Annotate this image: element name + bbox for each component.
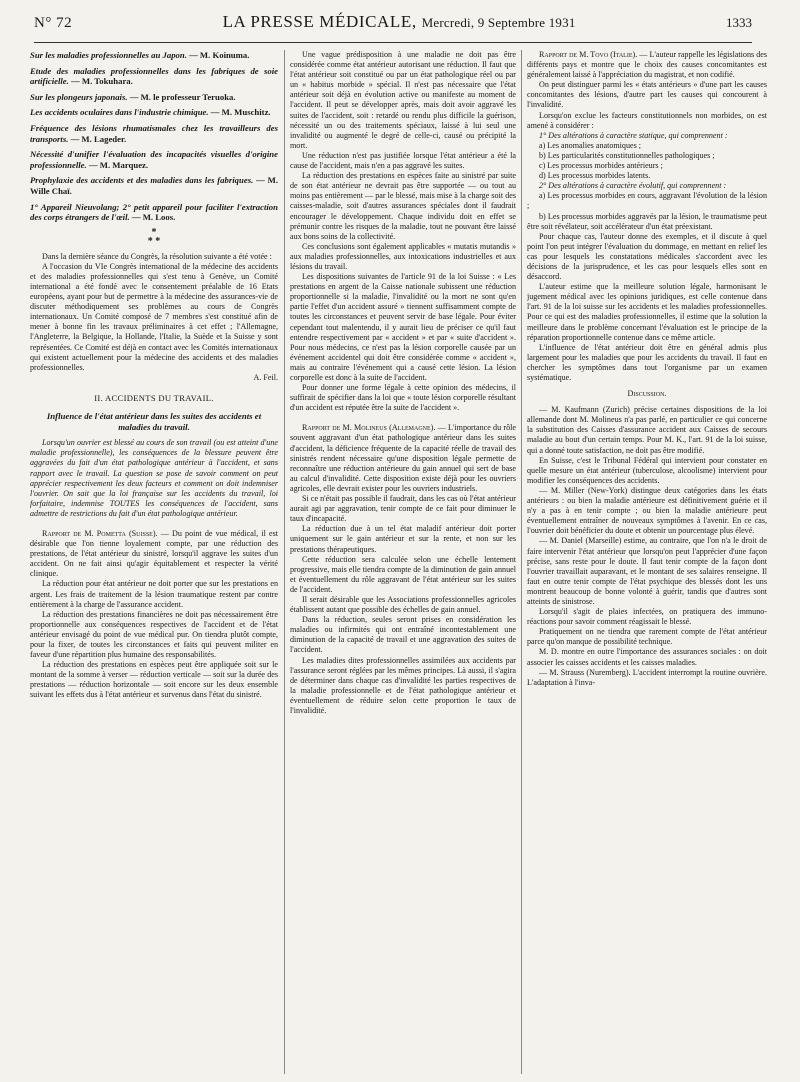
list-item: b) Les processus morbides aggravés par la lésion, le traumatisme peut être soit révélateur, soit accélérateur d'un état préexistant.: [527, 211, 767, 231]
section-stars: [30, 228, 278, 246]
paper-author: — M. Muschitz.: [210, 107, 271, 118]
column-2: [290, 50, 516, 1074]
paragraph: En Suisse, c'est le Tribunal Fédéral qui intervient pour constater en quelle mesure un état antérieur (tuberculose, alcoolisme) intervient pour modifier les conséquences des accidents.: [527, 455, 767, 485]
paragraph: Lorsqu'il s'agit de plaies infectées, on pratiquera des immuno-réactions pour savoir comment réagissait le blessé.: [527, 607, 767, 627]
paragraph: La réduction des prestations en espèces faite au sinistré par suite de son état antérieur ne devrait pas être supportée — ou tout au moins pas entièrement — par le blessé, mais mise à la charge soit des caisses-maladie, soit d'autres assurances spéciales dont il faudrait encourager le développement. Chaque individu doit en effet se prémunir contre les risques de la maladie, tout ne pouvant être laissé aux bons soins de la collectivité.: [290, 171, 516, 241]
paper-title: 1° Appareil Nieuvolang; 2° petit appareil pour faciliter l'extraction des corps étrangers de l'œil.: [30, 201, 278, 223]
article-intro: Lorsqu'un ouvrier est blessé au cours de son travail (ou est atteint d'une maladie professionnelle), les conséquences de la blessure peuvent être aggravées du fait d'un état pathologique antérieur à l'accident, et sans rapport avec le travail. La question se pose de savoir comment on peut apprécier respectivement les deux facteurs et comment on doit indemniser l'ouvrier. On sait que la loi française sur les accidents du travail, loi forfaitaire, indemnise TOUTES les conséquences de l'accident, sans admettre de restrictions du fait d'un état pathologique antérieur.: [30, 438, 278, 518]
paper-author: — M. Loos.: [131, 212, 176, 223]
header-rule: [34, 42, 752, 43]
section-heading: II. ACCIDENTS DU TRAVAIL.: [94, 392, 214, 403]
signature: A. Feil.: [253, 372, 278, 382]
paragraph: Les dispositions suivantes de l'article 91 de la loi Suisse : « Les prestations en argent de la Caisse nationale subissent une réduction proportionnelle si la maladie, l'invalidité ou la mort ne sont qu'en partie l'effet d'un accident assuré » tiennent suffisamment compte de toutes les circonstances et peuvent servir de base légale. Pour éviter cependant tout malentendu, il y aurait lieu de préciser ce qu'il faut entendre respectivement par « accident » et par « suite d'accident ». Pour nous médecins, ce n'est pas la lésion corporelle causée par un événement accidentel qui doit être considérée comme « accident », mais au contraire l'événement qui a causé cette lésion. La lésion corporelle est donc à la suite de l'accident.: [290, 272, 516, 382]
paper-entry: [30, 50, 278, 61]
discussion-heading: Discussion.: [627, 389, 667, 399]
column-1: [30, 50, 278, 1074]
report-molineus: [290, 423, 516, 494]
paragraph: L'auteur estime que la meilleure solution légale, harmonisant le jugement médical avec les opinions juridiques, est celle contenue dans l'art. 91 de la loi suisse sur les accidents et les maladies professionnelles. Pour ce qui est des maladies professionnelles, il estime que la solution la meilleure dans le problème concernant l'évaluation est le principe de la réparation proportionnelle contenue dans ce même article.: [527, 282, 767, 342]
paper-author: — M. Koinuma.: [189, 50, 250, 60]
paper-author: — M. Wille Chaï.: [30, 175, 278, 196]
paragraph: La réduction pour état antérieur ne doit porter que sur les prestations en argent. Les frais de traitement de la lésion traumatique restent par contre entièrement à la charge de l'assurance accident.: [30, 579, 278, 609]
paper-entry: [30, 66, 278, 87]
paper-author: — M. le professeur Teruoka.: [129, 91, 236, 102]
list-item: b) Les particularités constitutionnelles pathologiques ;: [539, 150, 715, 160]
issue-date: Mercredi, 9 Septembre 1931: [421, 15, 576, 30]
paper-entry: [30, 123, 278, 144]
report-lead: Rapport de M. Molineus (Allemagne).: [302, 423, 436, 433]
paragraph: 2° Des altérations à caractère évolutif, qui comprennent :: [539, 181, 727, 191]
paper-title: Etude des maladies professionnelles dans les fabriques de soie artificielle.: [30, 65, 278, 87]
paragraph: Il serait désirable que les Associations professionnelles agricoles établissent autant que possible des échelles de gain annuel.: [290, 594, 516, 615]
paragraph: La réduction due à un tel état maladif antérieur doit porter uniquement sur le gain antérieur et sur la rente, et non sur les prestations thérapeutiques.: [290, 524, 516, 554]
report-text: — L'auteur rappelle les législations des différents pays et montre que le choix des causes concomitantes est généralement laissé à l'appréciation du magistrat, et non codifié.: [527, 50, 767, 80]
report-tovo: [527, 50, 767, 80]
paragraph: M. D. montre en outre l'importance des assurances sociales : on doit associer les caisses accidents et les caisses maladies.: [527, 647, 767, 667]
page-header: [34, 12, 752, 40]
paper-entry: [30, 202, 278, 223]
paper-entry: [30, 92, 278, 103]
column-3: [527, 50, 767, 1074]
paper-title: Les accidents oculaires dans l'industrie chimique.: [30, 107, 209, 118]
column-divider: [521, 50, 522, 1074]
paragraph: Si ce n'était pas possible il faudrait, dans les cas où l'état antérieur aurait agi par aggravation, tenir compte de ce fait pour diminuer le taux d'incapacité.: [290, 494, 516, 524]
paper-title: Nécessité d'unifier l'évaluation des incapacités visuelles d'origine professionnelle.: [30, 149, 278, 170]
report-pometta: [30, 529, 278, 579]
paragraph: Une vague prédisposition à une maladie ne doit pas être considérée comme état antérieur autorisant une réduction. Il faut que l'état antérieur soit constitué ou par un état pathologique réel ou par un « habitus morbide » spécial. Il n'est pas nécessaire que l'état antérieur soit déjà en évolution active ou manifeste au moment de l'accident. Il peut se développer après, mais doit avoir aggravé les suites de l'accident, soit : retardé ou rendu plus difficile la guérison, nécessité un ou des traitements spéciaux, laissé à lui seul une invalidité ou augmenté le degré de celle-ci, causé ou précipité la mort.: [290, 50, 516, 150]
report-lead: Rapport de M. Tovo (Italie).: [539, 50, 638, 59]
list-item: d) Les processus morbides latents.: [539, 171, 651, 181]
list-item: a) Les processus morbides en cours, aggravant l'évolution de la lésion ;: [527, 191, 767, 211]
paragraph: 1° Des altérations à caractère statique, qui comprennent :: [539, 130, 728, 140]
paragraph: On peut distinguer parmi les « états antérieurs » d'une part les causes concomitantes des lésions, d'autre part les causes qui concourent à l'invalidité.: [527, 80, 767, 110]
issue-number: N° 72: [34, 15, 73, 31]
star-line: *: [151, 226, 157, 238]
report-lead: Rapport de M. Pometta (Suisse).: [42, 528, 158, 538]
paragraph: L'influence de l'état antérieur doit être en général admis plus largement pour les maladies que pour les accidents du travail. Il faut en chercher les symptômes dans tout l'organisme par un examen systématique.: [527, 342, 767, 382]
paragraph: — M. Miller (New-York) distingue deux catégories dans les états antérieurs : ou bien la maladie antérieure est définitivement guérie et il n'y a pas à en tenir compte ; ou bien la maladie antérieure peut éventuellement entraîner de nouveaux symptômes à l'avenir. En ce cas, l'ouvrier doit bénéficier du doute et obtenir un pourcentage plus élevé.: [527, 485, 767, 536]
paragraph: Cette réduction sera calculée selon une échelle lentement progressive, mais elle tiendra compte de la diminution de gain annuel et éventuellement du rôle aggravant de l'état antérieur sur les suites de l'accident.: [290, 554, 516, 594]
paragraph: Pour donner une forme légale à cette opinion des médecins, il suffirait de spécifier dans la loi que « toute lésion corporelle résultant d'un accident est réputée être la suite de l'accident ».: [290, 383, 516, 413]
paper-author: — M. Lageder.: [70, 133, 127, 144]
paragraph: Les maladies dites professionnelles assimilées aux accidents par l'assurance seront réglées par les mêmes principes. Là aussi, il s'agira de déterminer dans chaque cas d'invalidité les parties respectives de la maladie professionnelle et de l'état pathologique antérieur et éventuellement de réduire selon cette proportion le taux de l'invalidité.: [290, 655, 516, 715]
paper-author: — M. Tokuhara.: [71, 76, 133, 87]
paper-author: — M. Marquez.: [88, 159, 149, 170]
paper-list: [30, 50, 278, 223]
star-line: * *: [147, 235, 161, 247]
paragraph: Ces conclusions sont également applicables « mutatis mutandis » aux maladies professionnelles, aux intoxications industrielles et aux lésions du travail.: [290, 241, 516, 271]
paragraph: — M. Strauss (Nuremberg). L'accident interrompt la routine ouvrière. L'adaptation à l'inva-: [527, 667, 767, 687]
resolution-intro: Dans la dernière séance du Congrès, la résolution suivante a été votée :: [42, 251, 272, 261]
paragraph: — M. Daniel (Marseille) estime, au contraire, que l'on n'a le droit de faire intervenir l'état antérieur que lorsqu'on peut l'apprécier d'une façon précise, sans reste pour le doute. Il faut tenir compte de la façon dont l'ouvrier travaillait auparavant, et le montant de ses salaires renseigne. Il faut en outre tenir compte de l'état psychique des blessés dont les uns montrent beaucoup de bonne volonté à guérir, tandis que d'autres sont atteints de sinistrose.: [527, 536, 767, 606]
journal-title: [223, 12, 576, 32]
report-text: — Du point de vue médical, il est désirable que l'on tienne loyalement compte, par une réduction des prestations, de l'état antérieur du sinistré, lorsqu'il aggrave les suites d'un accident. On ne fait ainsi qu'agir équitablement et respecter la vérité clinique.: [30, 528, 278, 579]
paper-title: Prophylaxie des accidents et des maladies dans les fabriques.: [30, 175, 254, 186]
journal-name: LA PRESSE MÉDICALE,: [222, 12, 417, 31]
paragraph: Lorsqu'on exclue les facteurs constitutionnels non morbides, on est amené à considérer :: [527, 110, 767, 130]
paragraph: Pratiquement on ne tiendra que rarement compte de l'état antérieur parce qu'on manque de possibilité technique.: [527, 627, 767, 647]
resolution-text: A l'occasion du VIe Congrès international de la médecine des accidents et des maladies professionnelles qui s'est tenu à Genève, un Comité international a été fondé avec le consentement préalable de 16 Etats européens, ayant pour but de permettre à la médecine des assurances-vie de discuter méthodiquement ses problèmes au cours de Congrès internationaux. Un Comité composé de 7 membres s'est constitué afin de mener à bonne fin les travaux préliminaires à cet effet ; l'Allemagne, l'Angleterre, la Belgique, la Hollande, l'Italie, la Suède et la Suisse y sont représentées. Ce Comité est déjà en contact avec les Comités internationaux qui existent actuellement pour la médecine des accidents et des maladies professionnelles.: [30, 261, 278, 372]
column-divider: [284, 50, 285, 1074]
paper-title: Fréquence des lésions rhumatismales chez les travailleurs des transports.: [30, 122, 278, 144]
list-item: c) Les processus morbides antérieurs ;: [539, 161, 663, 171]
article-subtitle: Influence de l'état antérieur dans les suites des accidents et maladies du travail.: [46, 411, 262, 432]
paper-title: Sur les plongeurs japonais.: [30, 91, 128, 102]
paragraph: La réduction des prestations financières ne doit pas nécessairement être proportionnelle aux conséquences respectives de l'accident et de l'état antérieur envisagé du point de vue médical pur. On tiendra plutôt compte, pour la fixer, de toutes les circonstances et faits qui peuvent militer en faveur d'une répartition plus humaine des responsabilités.: [30, 609, 278, 660]
paragraph: Une réduction n'est pas justifiée lorsque l'état antérieur a été la cause de l'accident, mais n'en a pas aggravé les suites.: [290, 150, 516, 171]
paper-entry: [30, 175, 278, 196]
paragraph: Dans la réduction, seules seront prises en considération les maladies ou infirmités qui ont entraîné incontestablement une diminution de la capacité de travail et une aggravation des suites de l'accident.: [290, 615, 516, 655]
paragraph: La réduction des prestations en espèces peut être appliquée soit sur le montant de la somme à verser — réduction verticale — soit sur la durée des prestations — réduction horizontale — soit encore sur les deux ensemble suivant les effets dus à l'état antérieur et survenus dans l'état du sinistré.: [30, 660, 278, 700]
paper-entry: [30, 107, 278, 118]
paragraph: Pour chaque cas, l'auteur donne des exemples, et il discute à quel point l'on peut intégrer l'évaluation du dommage, en mettant en relief les cas pour lesquels les constatations médicales s'accordent avec les décisions de la jurisprudence, et les cas pour lesquels elles sont en désaccord.: [527, 231, 767, 282]
paragraph: — M. Kaufmann (Zurich) précise certaines dispositions de la loi allemande dont M. Molineus n'a pas parlé, en particulier ce qui concerne la substitution des Caisses d'assurance accident aux Caisses de secours maladie au bout d'un certain temps. Pour M. K., l'art. 91 de la loi suisse, qui a donné toute satisfaction, ne doit pas être modifié.: [527, 405, 767, 455]
list-item: a) Les anomalies anatomiques ;: [539, 140, 642, 150]
page-number: 1333: [726, 15, 752, 30]
paper-entry: [30, 149, 278, 170]
report-text: — L'importance du rôle souvent aggravant d'un état pathologique antérieur dans les suites d'accident, la déficience fréquente de la capacité réelle de travail des sinistrés rendent nécessaire qu'une disposition légale permette de reconnaître une réduction antérieure du gain annuel qui sert de base au calcul d'invalidité. Cette disposition existe déjà pour les ouvriers agricoles, elle devrait exister pour les ouvriers industriels.: [290, 423, 516, 493]
paper-title: Sur les maladies professionnelles au Japon.: [30, 50, 187, 60]
